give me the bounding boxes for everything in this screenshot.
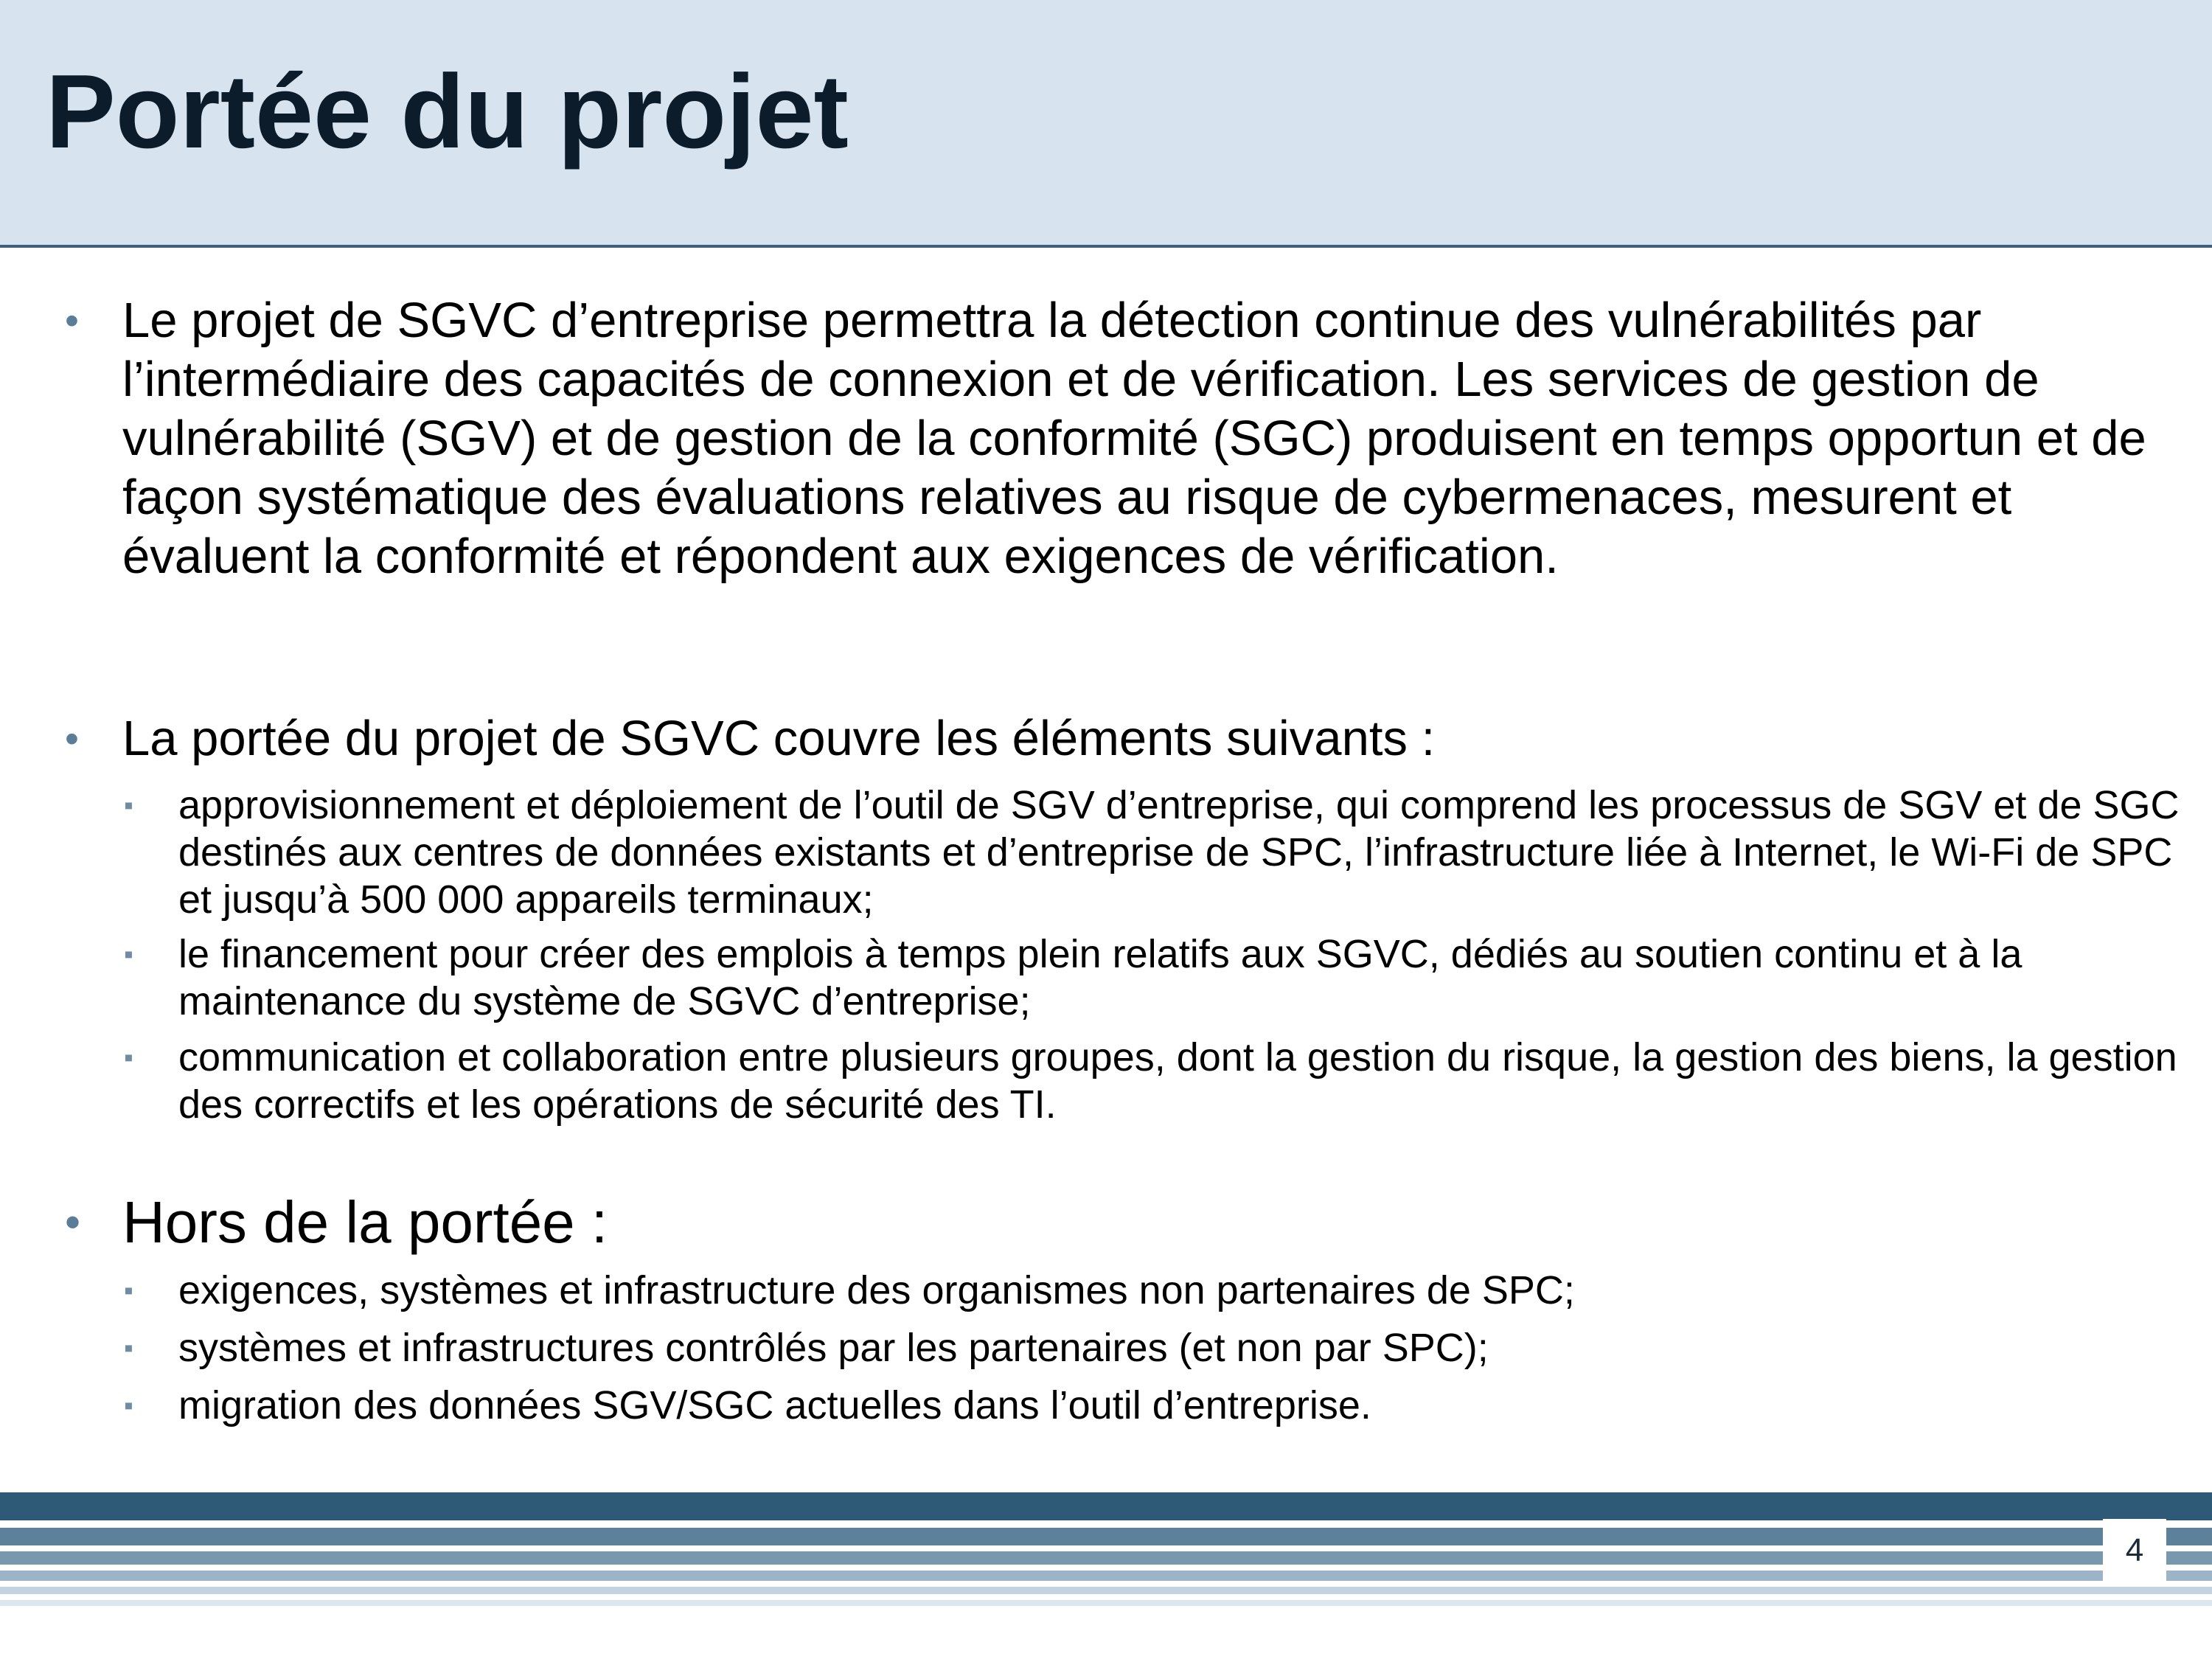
bullet-item bbox=[65, 1189, 2180, 1256]
sub-bullet-item bbox=[124, 782, 2191, 923]
square-bullet-icon: ▪ bbox=[124, 1042, 133, 1072]
sub-bullet-text: le financement pour créer des emplois à temps plein relatifs aux SGVC, dédiés au soutien continu et à la maintenance du système de SGVC d’entreprise; bbox=[178, 932, 2023, 1023]
footer-stripe bbox=[0, 1600, 2212, 1606]
sub-bullet-item bbox=[124, 1034, 2191, 1128]
title-banner bbox=[0, 0, 2212, 248]
slide-title: Portée du projet bbox=[46, 53, 849, 170]
bullet-item bbox=[65, 709, 2180, 768]
bullet-dot-icon: • bbox=[65, 1197, 81, 1247]
sub-bullet-text: exigences, systèmes et infrastructure des organismes non partenaires de SPC; bbox=[178, 1268, 1575, 1312]
bullet-item bbox=[65, 291, 2180, 586]
footer-stripe bbox=[0, 1587, 2212, 1594]
bullet-text: Le projet de SGVC d’entreprise permettra la détection continue des vulnérabilités par l’intermédiaire des capacités de connexion et de vérification. Les services de gestion de vulnérabilité (SGV) et de gestion de la conformité (SGC) produisent en temps opportun et de façon systématique des évaluations relatives au risque de cybermenaces, mesurent et évaluent la conformité et répondent aux exigences de vérification. bbox=[122, 293, 2146, 584]
bullet-dot-icon: • bbox=[65, 299, 79, 343]
sub-bullet-text: systèmes et infrastructures contrôlés par les partenaires (et non par SPC); bbox=[178, 1326, 1489, 1370]
footer-stripe bbox=[0, 1571, 2212, 1581]
bullet-text: Hors de la portée : bbox=[122, 1189, 608, 1255]
sub-bullet-item bbox=[124, 1382, 2191, 1429]
square-bullet-icon: ▪ bbox=[124, 1390, 133, 1420]
footer-stripe bbox=[0, 1528, 2212, 1545]
bullet-dot-icon: • bbox=[65, 717, 79, 761]
sub-bullet-text: approvisionnement et déploiement de l’outil de SGV d’entreprise, qui comprend les processus de SGV et de SGC destinés aux centres de données existants et d’entreprise de SPC, l’infrastructure liée à Internet, le Wi-Fi de SPC et jusqu’à 500 000 appareils terminaux; bbox=[178, 783, 2180, 922]
footer-stripe bbox=[0, 1492, 2212, 1520]
sub-bullet-item bbox=[124, 1324, 2191, 1371]
bullet-text: La portée du projet de SGVC couvre les éléments suivants : bbox=[122, 711, 1436, 766]
square-bullet-icon: ▪ bbox=[124, 1275, 133, 1305]
square-bullet-icon: ▪ bbox=[124, 1332, 133, 1363]
sub-bullet-item bbox=[124, 931, 2191, 1025]
sub-bullet-item bbox=[124, 1267, 2191, 1314]
square-bullet-icon: ▪ bbox=[124, 790, 133, 820]
footer-stripe bbox=[0, 1551, 2212, 1565]
sub-bullet-text: migration des données SGV/SGC actuelles dans l’outil d’entreprise. bbox=[178, 1383, 1371, 1427]
square-bullet-icon: ▪ bbox=[124, 939, 133, 969]
sub-bullet-text: communication et collaboration entre plusieurs groupes, dont la gestion du risque, la gestion des biens, la gestion des correctifs et les opérations de sécurité des TI. bbox=[178, 1035, 2177, 1127]
page-number: 4 bbox=[2103, 1519, 2166, 1582]
